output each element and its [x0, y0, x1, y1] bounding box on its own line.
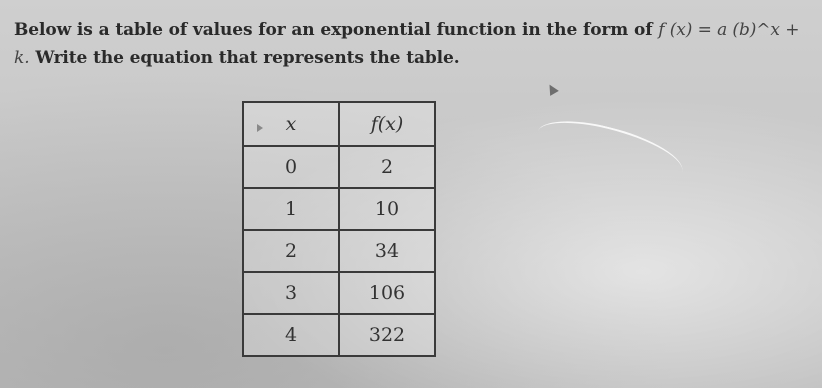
question-intro: Below is a table of values for an exponential function in the form of: [14, 20, 653, 40]
table-row: [243, 230, 435, 272]
header-fx: f(x): [339, 102, 435, 146]
table-row: [243, 314, 435, 356]
table-header-row: [243, 102, 435, 146]
function-formula: f (x) = a (b)^x + k.: [14, 20, 800, 68]
table-row: [243, 272, 435, 314]
values-table: [242, 101, 436, 357]
cell-fx: 10: [339, 188, 435, 230]
cell-x: 4: [243, 314, 339, 356]
question-text: [14, 16, 814, 72]
cell-x: 1: [243, 188, 339, 230]
question-instruction: Write the equation that represents the table.: [35, 48, 460, 68]
table-row: [243, 146, 435, 188]
cell-fx: 2: [339, 146, 435, 188]
mouse-cursor-icon: [545, 82, 559, 96]
cell-fx: 34: [339, 230, 435, 272]
cell-x: 2: [243, 230, 339, 272]
screen-glare: [531, 111, 688, 194]
table-row: [243, 188, 435, 230]
cell-x: 0: [243, 146, 339, 188]
header-x: x: [243, 102, 339, 146]
cell-x: 3: [243, 272, 339, 314]
cell-fx: 106: [339, 272, 435, 314]
cell-fx: 322: [339, 314, 435, 356]
